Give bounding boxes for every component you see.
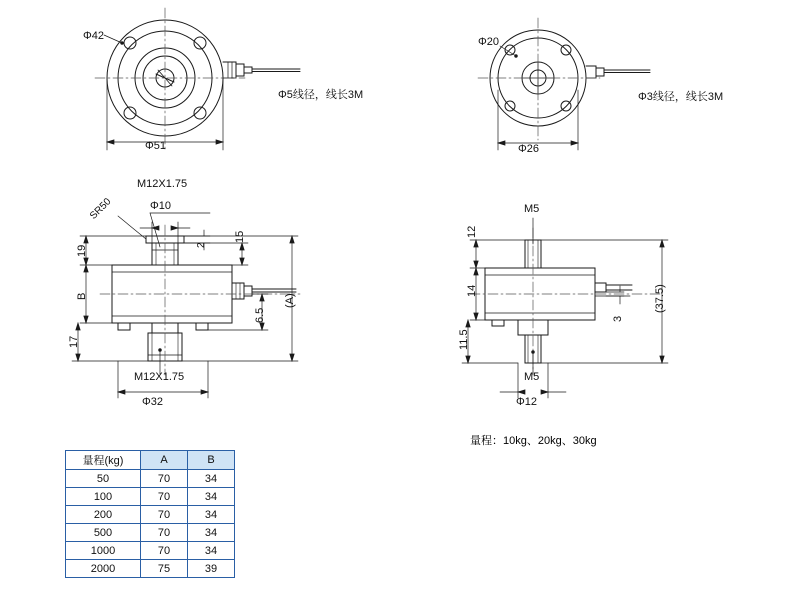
- label-thread-bottom-small: M5: [524, 371, 540, 383]
- label-dim-15: 15: [234, 230, 246, 243]
- dim-15: [184, 243, 248, 265]
- dim-sr50: [118, 216, 146, 239]
- label-dim-14: 14: [466, 284, 478, 297]
- cell-range: 2000: [66, 560, 141, 578]
- cell-range: 1000: [66, 542, 141, 560]
- cell-range: 200: [66, 506, 141, 524]
- table-header-row: [66, 451, 235, 470]
- dim-115: [462, 320, 518, 363]
- label-sr50: SR50: [88, 196, 114, 222]
- cell-range: 500: [66, 524, 141, 542]
- cell-a: 70: [141, 488, 188, 506]
- label-cable-small: Φ3线径，线长3M: [638, 91, 724, 103]
- label-dim-19: 19: [76, 244, 88, 257]
- table-row: [66, 542, 235, 560]
- table-row: [66, 470, 235, 488]
- dim-17: [72, 323, 148, 361]
- header-cell-a: A: [141, 451, 188, 470]
- cell-range: 50: [66, 470, 141, 488]
- cell-a: 75: [141, 560, 188, 578]
- label-cable-large: Φ5线径，线长3M: [278, 89, 364, 101]
- label-phi20: Φ20: [478, 36, 500, 48]
- cell-b: 34: [188, 506, 235, 524]
- header-cell-b: B: [188, 451, 235, 470]
- label-thread-top-small: M5: [524, 203, 540, 215]
- table-row: [66, 506, 235, 524]
- label-dim-115: 11.5: [458, 329, 470, 350]
- table-row: [66, 488, 235, 506]
- label-phi26: Φ26: [518, 143, 540, 155]
- label-dim-65: 6.5: [254, 307, 266, 323]
- cell-b: 39: [188, 560, 235, 578]
- cell-range: 100: [66, 488, 141, 506]
- dim-3: [606, 286, 624, 304]
- cell-b: 34: [188, 524, 235, 542]
- label-phi42: Φ42: [83, 30, 105, 42]
- label-dim-3: 3: [612, 315, 624, 322]
- cell-a: 70: [141, 470, 188, 488]
- label-thread-top-large: M12X1.75: [137, 178, 188, 190]
- cell-b: 34: [188, 542, 235, 560]
- label-dim-B: B: [76, 292, 88, 300]
- cell-b: 34: [188, 488, 235, 506]
- capacity-dimension-table: [65, 450, 235, 578]
- label-dim-12: 12: [466, 225, 478, 238]
- label-phi51: Φ51: [145, 140, 167, 152]
- front-view-large-geometry: [112, 236, 296, 361]
- cell-a: 70: [141, 524, 188, 542]
- label-phi10: Φ10: [150, 200, 172, 212]
- dim-phi42: [104, 35, 123, 44]
- label-thread-bottom-large: M12X1.75: [134, 371, 185, 383]
- header-cell-range: 量程(kg): [66, 451, 141, 470]
- dim-12: [470, 240, 525, 268]
- front-view-small-geometry: [485, 240, 632, 363]
- label-phi12: Φ12: [516, 396, 538, 408]
- table-row: [66, 560, 235, 578]
- dim-19: [80, 236, 146, 265]
- cell-a: 70: [141, 506, 188, 524]
- label-dim-17: 17: [68, 335, 80, 348]
- label-dim-2: 2: [196, 242, 207, 248]
- table-row: [66, 524, 235, 542]
- label-phi32: Φ32: [142, 396, 164, 408]
- dim-375: [541, 240, 668, 363]
- cell-a: 70: [141, 542, 188, 560]
- cell-b: 34: [188, 470, 235, 488]
- label-dim-A: (A): [284, 293, 296, 308]
- label-dim-375: (37.5): [654, 284, 666, 313]
- range-note: 量程：10kg、20kg、30kg: [470, 435, 597, 447]
